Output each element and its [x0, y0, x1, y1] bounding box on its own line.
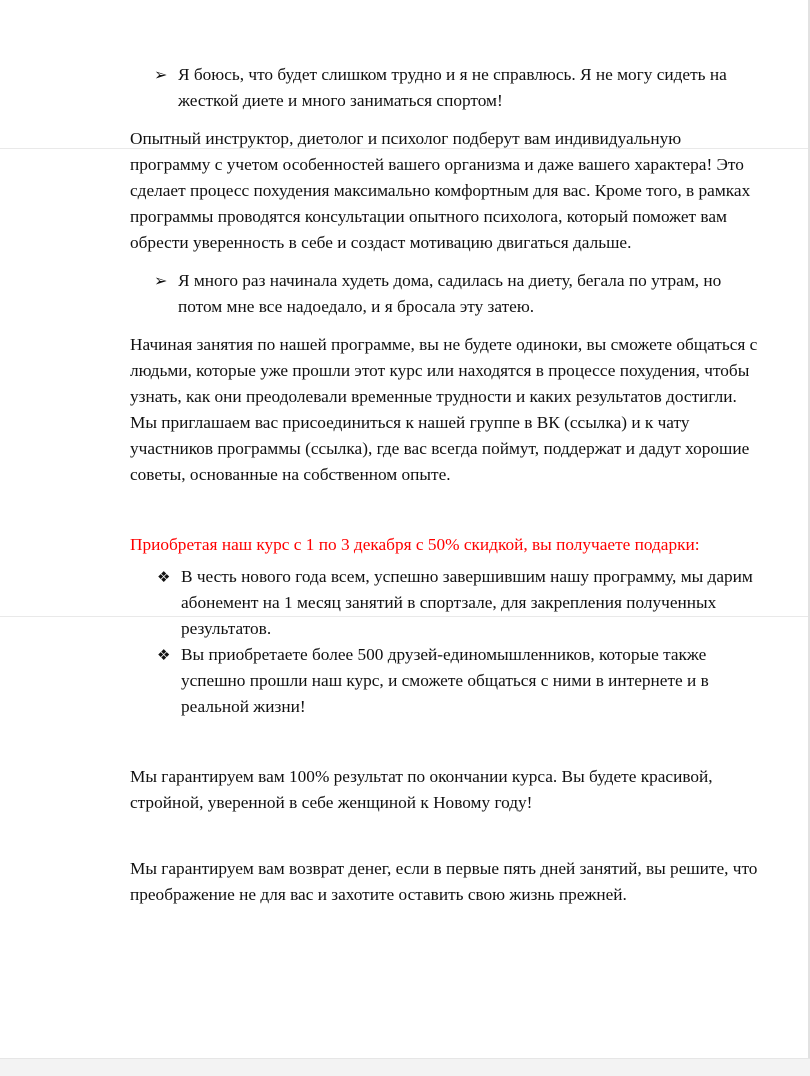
list-item	[130, 268, 760, 320]
guarantee-refund: Мы гарантируем вам возврат денег, если в первые пять дней занятий, вы решите, что преображение не для вас и захотите оставить свою жизнь прежней.	[130, 859, 758, 904]
list-item-text: В честь нового года всем, успешно завершившим нашу программу, мы дарим абонемент на 1 месяц занятий в спортзале, для закрепления полученных результатов.	[181, 567, 753, 638]
diamond-bullet-icon: ❖	[157, 646, 171, 664]
diamond-bullet-icon: ❖	[157, 568, 171, 586]
list-item-text: Вы приобретаете более 500 друзей-единомышленников, которые также успешно прошли наш курс, и сможете общаться с ними в интернете и в реальной жизни!	[181, 645, 709, 716]
gift-list-item	[130, 642, 760, 720]
gift-list-item	[130, 564, 760, 642]
document-body	[130, 62, 760, 920]
list-item-text: Я боюсь, что будет слишком трудно и я не справлюсь. Я не могу сидеть на жесткой диете и много заниматься спортом!	[178, 65, 727, 110]
paragraph: Опытный инструктор, диетолог и психолог подберут вам индивидуальную программу с учетом особенностей вашего организма и даже вашего характера! Это сделает процесс похудения максимально комфортным для вас. Кроме того, в рамках программы проводятся консультации опытного психолога, который поможет вам обрести уверенность в себе и создаст мотивацию двигаться дальше.	[130, 129, 751, 252]
arrow-bullet-icon: ➢	[154, 65, 168, 84]
offer-heading: Приобретая наш курс с 1 по 3 декабря с 50% скидкой, вы получаете подарки:	[130, 535, 700, 554]
list-item-text: Я много раз начинала худеть дома, садилась на диету, бегала по утрам, но потом мне все надоедало, и я бросала эту затею.	[178, 271, 722, 316]
arrow-bullet-icon: ➢	[154, 271, 168, 290]
guarantee-result: Мы гарантируем вам 100% результат по окончании курса. Вы будете красивой, стройной, уверенной в себе женщиной к Новому году!	[130, 767, 713, 812]
list-item	[130, 62, 760, 114]
page-break-band	[0, 1058, 810, 1076]
paragraph: Начиная занятия по нашей программе, вы не будете одиноки, вы сможете общаться с людьми, которые уже прошли этот курс или находятся в процессе похудения, чтобы узнать, как они преодолевали временные трудности и каких результатов достигли. Мы приглашаем вас присоединиться к нашей группе в ВК (ссылка) и к чату участников программы (ссылка), где вас всегда поймут, поддержат и дадут хорошие советы, основанные на собственном опыте.	[130, 335, 758, 484]
